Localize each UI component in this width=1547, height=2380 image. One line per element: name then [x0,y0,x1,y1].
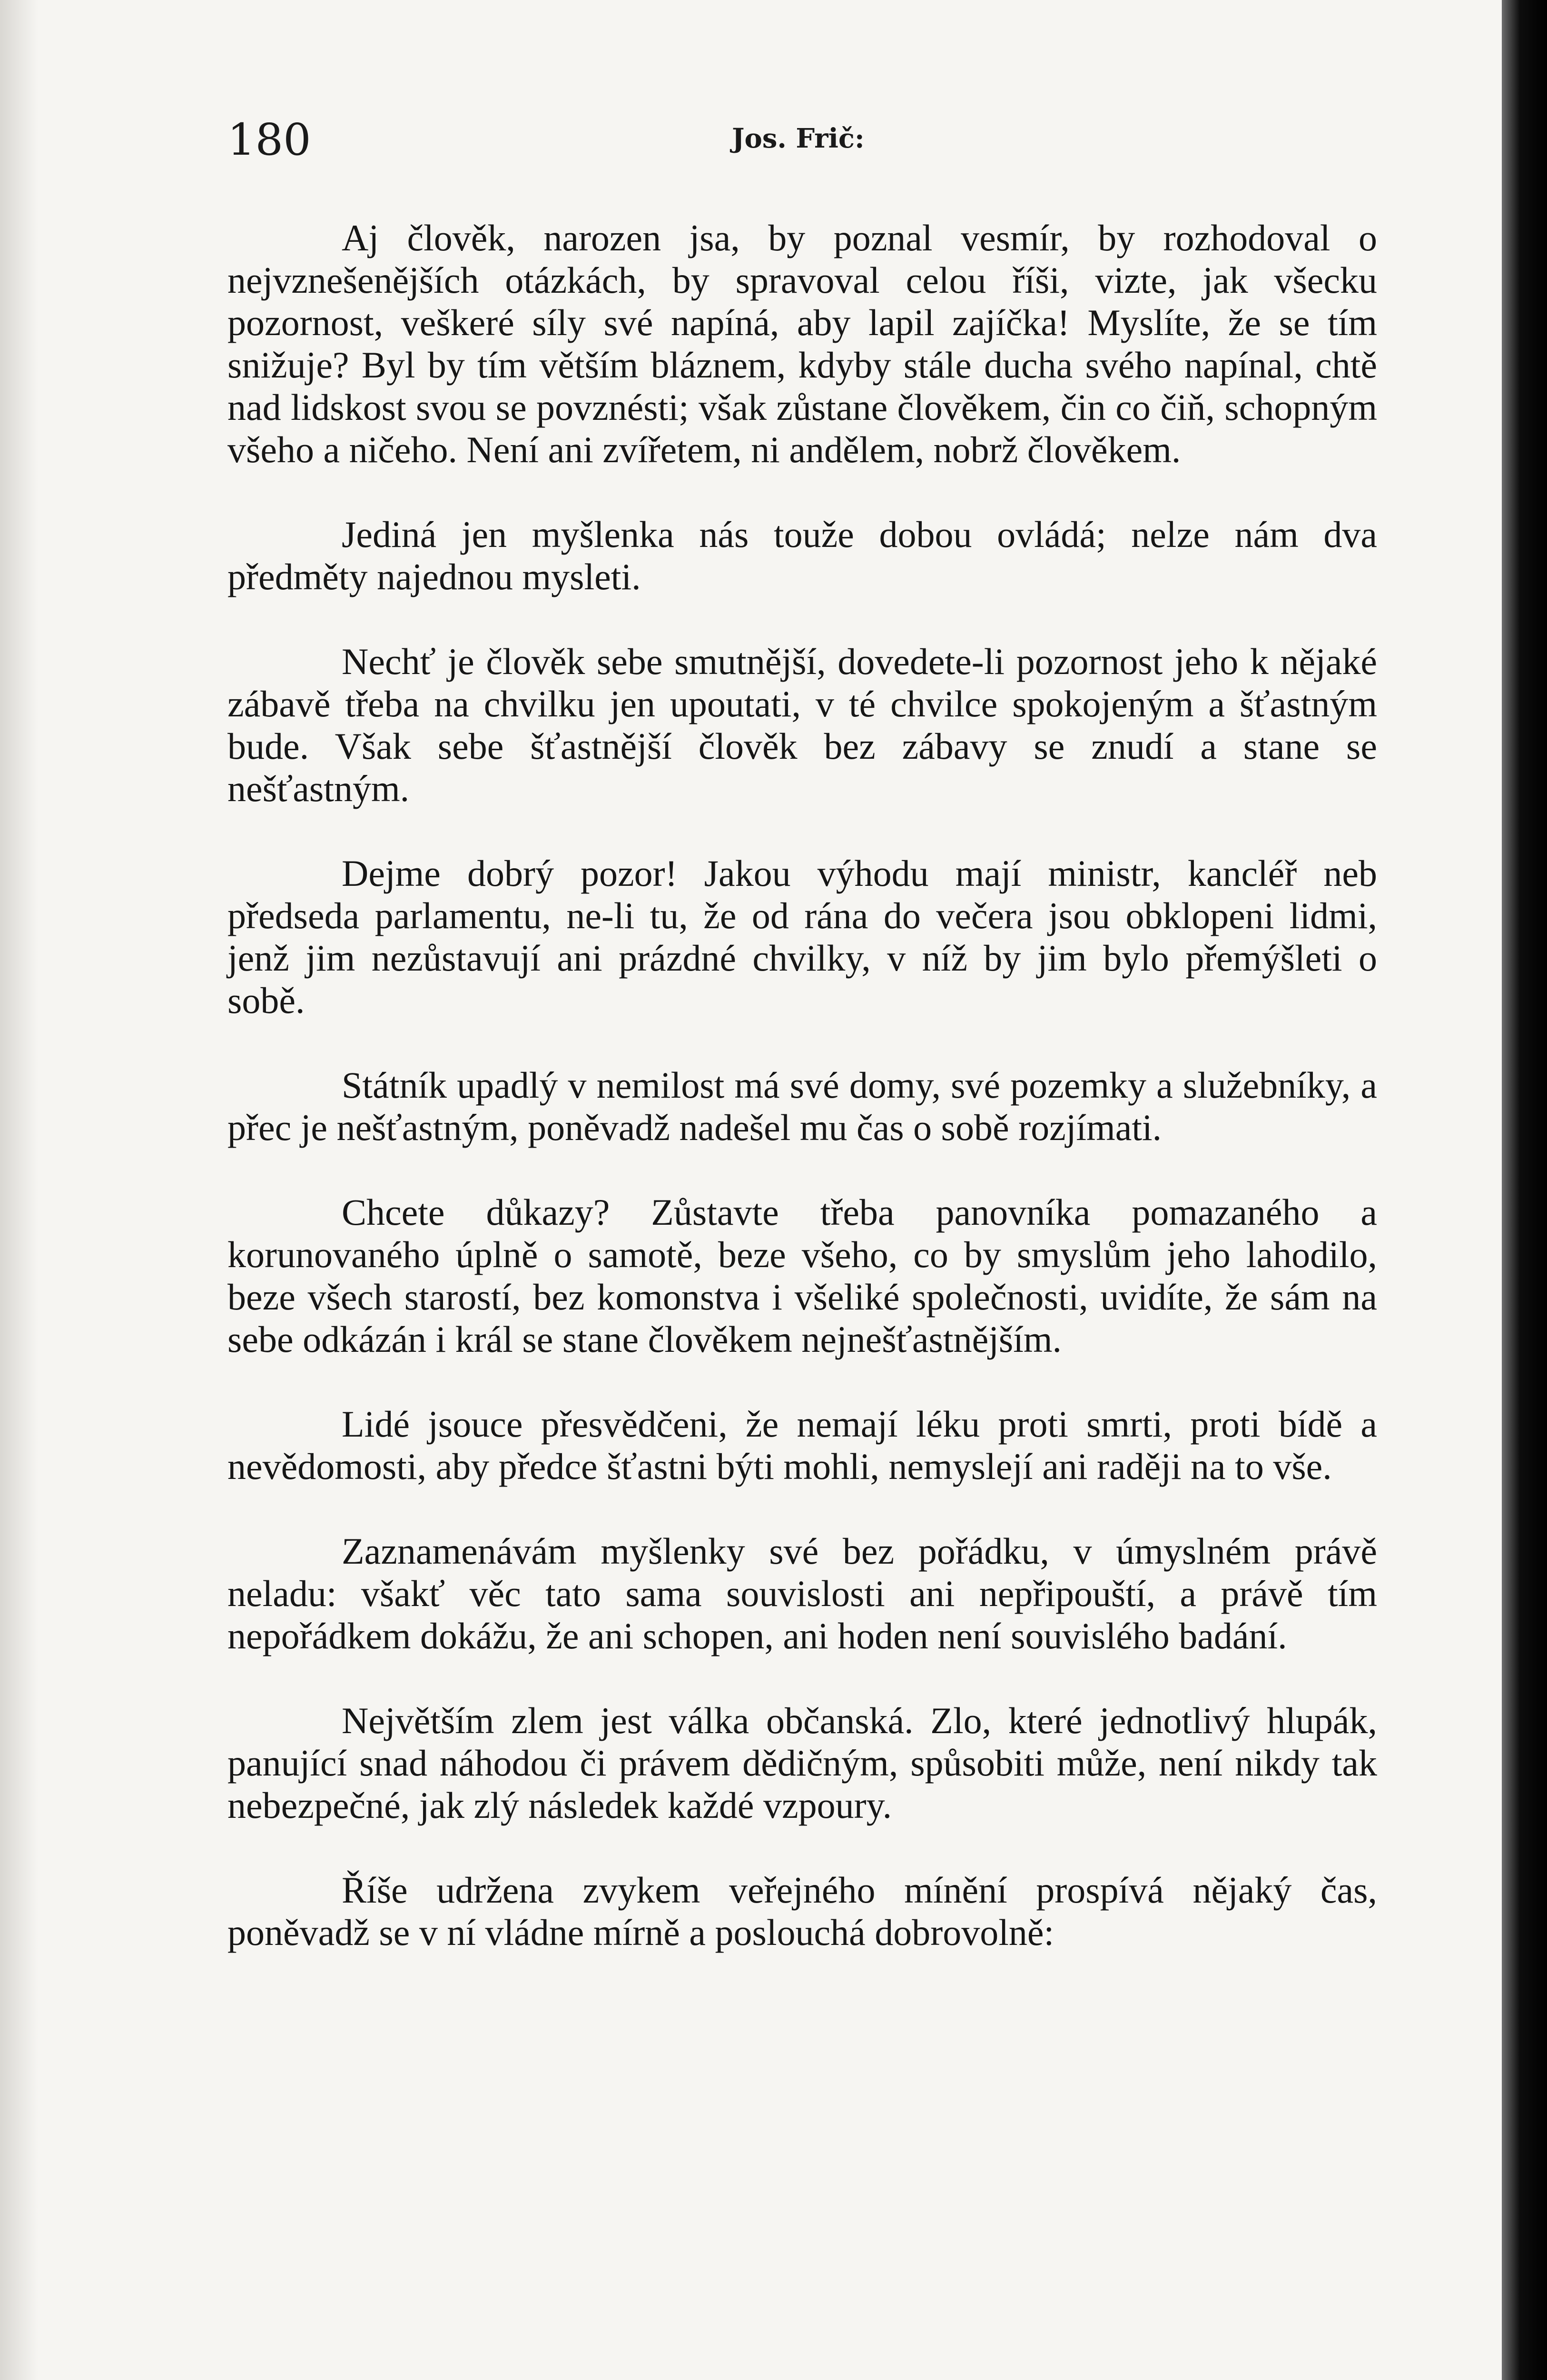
paragraph-6: Chcete důkazy? Zůstavte třeba panovníka pomazaného a korunovaného úplně o samotě, beze všeho, co by smyslům jeho lahodilo, beze všech starostí, bez komonstva i všeliké společnosti, uvidíte, že sám na sebe odkázán i král se stane člověkem nejnešťastnějším. [227,1191,1377,1360]
paragraph-1: Aj člověk, narozen jsa, by poznal vesmír, by rozhodoval o nejvznešenějších otázkách, by spravoval celou říši, vizte, jak všecku pozornost, veškeré síly své napíná, aby lapil zajíčka! Myslíte, že se tím snižuje? Byl by tím větším bláznem, kdyby stále ducha svého napínal, chtě nad lidskost svou se povznésti; však zůstane člověkem, čin co čiň, schopným všeho a ničeho. Není ani zvířetem, ni andělem, nobrž člověkem. [227,217,1377,470]
page-number: 180 [227,114,311,165]
book-binding-edge [1502,0,1547,2380]
page-header [227,114,1377,171]
page-edge-shadow [0,0,38,2380]
paragraph-9: Největším zlem jest válka občanská. Zlo, které jednotlivý hlupák, panující snad náhodou či právem dědičným, spůsobiti může, není nikdy tak nebezpečné, jak zlý následek každé vzpoury. [227,1700,1377,1826]
paragraph-4: Dejme dobrý pozor! Jakou výhodu mají ministr, kancléř neb předseda parlamentu, ne-li tu, že od rána do večera jsou obklopeni lidmi, jenž jim nezůstavují ani prázdné chvilky, v níž by jim bylo přemýšleti o sobě. [227,853,1377,1021]
running-head: Jos. Frič: [732,123,865,154]
paragraph-10: Říše udržena zvykem veřejného mínění prospívá nějaký čas, poněvadž se v ní vládne mírně a poslouchá dobrovolně: [227,1869,1377,1953]
body-text [227,217,1377,1996]
paragraph-3: Nechť je člověk sebe smutnější, dovedete-li pozornost jeho k nějaké zábavě třeba na chvilku jen upoutati, v té chvilce spokojeným a šťastným bude. Však sebe šťastnější člověk bez zábavy se znudí a stane se nešťastným. [227,641,1377,809]
paragraph-5: Státník upadlý v nemilost má své domy, své pozemky a služebníky, a přec je nešťastným, poněvadž nadešel mu čas o sobě rozjímati. [227,1064,1377,1148]
paragraph-2: Jediná jen myšlenka nás touže dobou ovládá; nelze nám dva předměty najednou mysleti. [227,514,1377,597]
paragraph-7: Lidé jsouce přesvědčeni, že nemají léku proti smrti, proti bídě a nevědomosti, aby předce šťastni býti mohli, nemyslejí ani raději na to vše. [227,1403,1377,1487]
paragraph-8: Zaznamenávám myšlenky své bez pořádku, v úmyslném právě neladu: všakť věc tato sama souvislosti ani nepřipouští, a právě tím nepořádkem dokážu, že ani schopen, ani hoden není souvislého badání. [227,1530,1377,1656]
